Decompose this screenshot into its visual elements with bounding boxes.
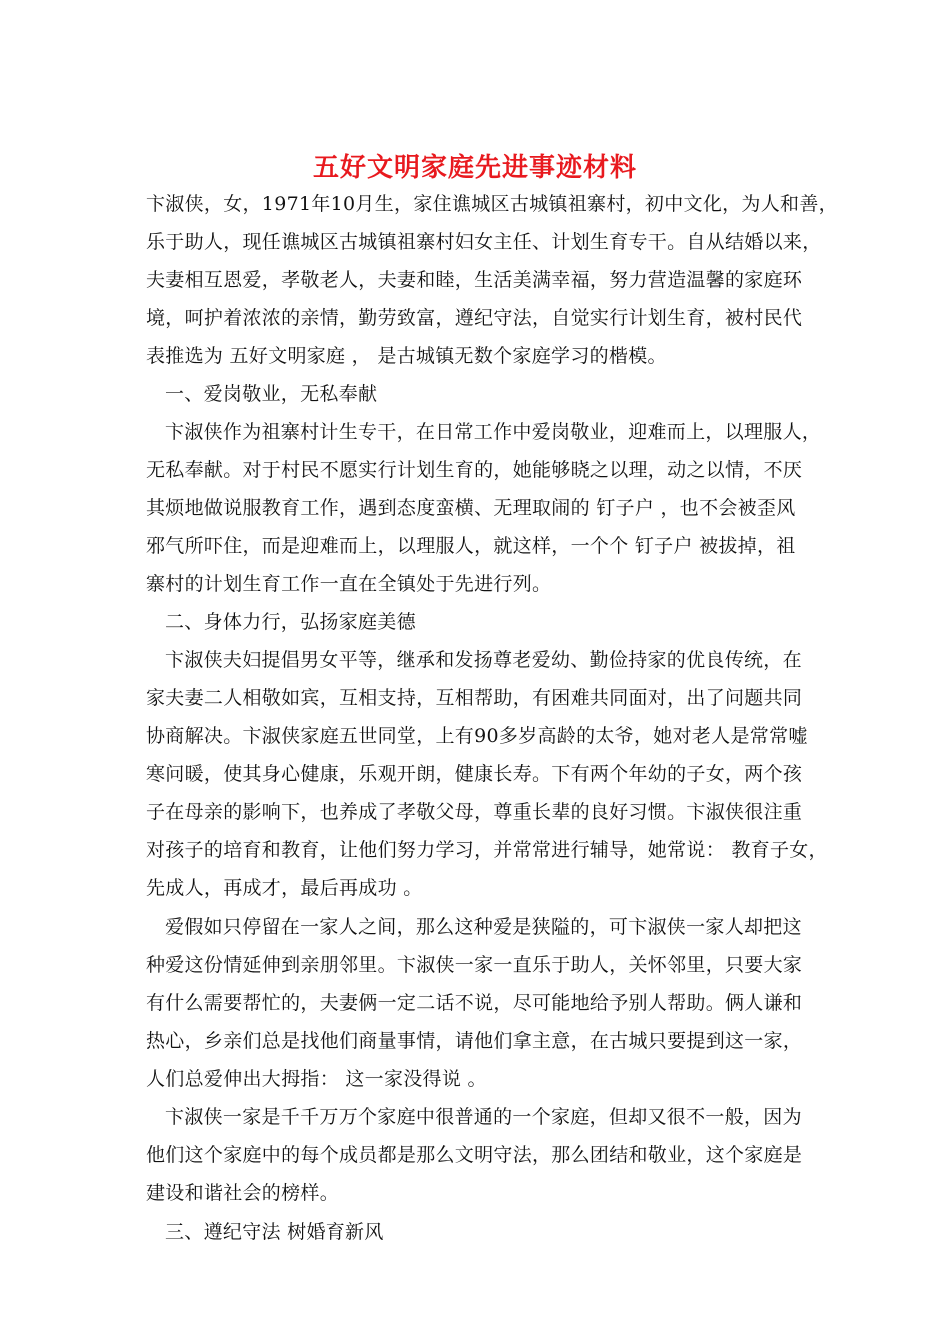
- paragraph-line: 子在母亲的影响下，也养成了孝敬父母，尊重长辈的良好习惯。卞淑侠很注重: [146, 801, 803, 823]
- paragraph-line: 卞淑侠，女，1971年10月生，家住谯城区古城镇祖寨村，初中文化，为人和善，: [146, 193, 838, 215]
- section-heading: 一、爱岗敬业，无私奉献: [165, 383, 378, 405]
- paragraph-line: 卞淑侠夫妇提倡男女平等，继承和发扬尊老爱幼、勤俭持家的优良传统，在: [165, 649, 802, 671]
- document-title: 五好文明家庭先进事迹材料: [312, 153, 637, 183]
- paragraph-line: 他们这个家庭中的每个成员都是那么文明守法，那么团结和敬业，这个家庭是: [146, 1144, 803, 1166]
- section-heading: 三、遵纪守法 树婚育新风: [165, 1221, 384, 1243]
- paragraph-line: 爱假如只停留在一家人之间，那么这种爱是狭隘的，可卞淑侠一家人却把这: [165, 916, 802, 938]
- paragraph-line: 建设和谐社会的榜样。: [146, 1182, 340, 1204]
- paragraph-line: 人们总爱伸出大拇指： 这一家没得说 。: [146, 1068, 487, 1090]
- paragraph-line: 乐于助人，现任谯城区古城镇祖寨村妇女主任、计划生育专干。自从结婚以来，: [146, 231, 822, 253]
- paragraph-line: 热心，乡亲们总是找他们商量事情，请他们拿主意，在古城只要提到这一家，: [146, 1030, 803, 1052]
- paragraph-line: 其烦地做说服教育工作，遇到态度蛮横、无理取闹的 钉子户 ，也不会被歪风: [146, 497, 796, 519]
- paragraph-line: 先成人，再成才，最后再成功 。: [146, 877, 423, 899]
- paragraph-line: 卞淑侠作为祖寨村计生专干，在日常工作中爱岗敬业，迎难而上，以理服人，: [165, 421, 822, 443]
- paragraph-line: 寨村的计划生育工作一直在全镇处于先进行列。: [146, 573, 552, 595]
- paragraph-line: 表推选为 五好文明家庭 ， 是古城镇无数个家庭学习的楷模。: [146, 345, 667, 367]
- paragraph-line: 夫妻相互恩爱，孝敬老人，夫妻和睦，生活美满幸福，努力营造温馨的家庭环: [146, 269, 803, 291]
- paragraph-line: 有什么需要帮忙的，夫妻俩一定二话不说，尽可能地给予别人帮助。俩人谦和: [146, 992, 803, 1014]
- paragraph-line: 寒问暖，使其身心健康，乐观开朗，健康长寿。下有两个年幼的子女，两个孩: [146, 763, 803, 785]
- paragraph-line: 境，呵护着浓浓的亲情，勤劳致富，遵纪守法，自觉实行计划生育，被村民代: [146, 307, 803, 329]
- section-heading: 二、身体力行，弘扬家庭美德: [165, 611, 416, 633]
- paragraph-line: 对孩子的培育和教育，让他们努力学习，并常常进行辅导，她常说： 教育子女，: [146, 839, 828, 861]
- paragraph-line: 邪气所吓住，而是迎难而上，以理服人，就这样，一个个 钉子户 被拔掉，祖: [146, 535, 796, 557]
- paragraph-line: 种爱这份情延伸到亲朋邻里。卞淑侠一家一直乐于助人，关怀邻里，只要大家: [146, 954, 803, 976]
- paragraph-line: 家夫妻二人相敬如宾，互相支持，互相帮助，有困难共同面对，出了问题共同: [146, 687, 803, 709]
- paragraph-line: 无私奉献。对于村民不愿实行计划生育的，她能够晓之以理，动之以情，不厌: [146, 459, 803, 481]
- paragraph-line: 卞淑侠一家是千千万万个家庭中很普通的一个家庭，但却又很不一般，因为: [165, 1106, 802, 1128]
- paragraph-line: 协商解决。卞淑侠家庭五世同堂，上有90多岁高龄的太爷，她对老人是常常嘘: [146, 725, 808, 747]
